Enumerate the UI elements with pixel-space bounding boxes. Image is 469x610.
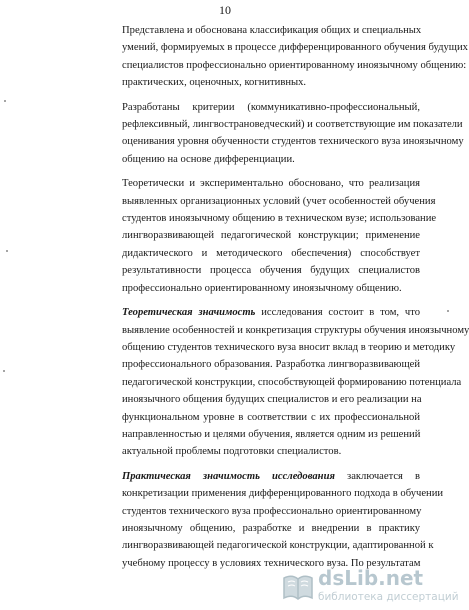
text-line: студентов технического вуза профессионально ориентированному — [122, 505, 422, 517]
text-line: Представлена и обоснована классификация общих и специальных — [122, 25, 422, 36]
text-line: иноязычного общения будущих специалистов и его реализации на — [122, 394, 422, 406]
text-line: дидактического и методического обеспечения) способствует — [122, 247, 420, 259]
page-number: 10 — [219, 3, 231, 17]
text-line: актуальной проблемы подготовки специалистов. — [122, 446, 342, 458]
text-span: исследования состоит в том, что — [261, 307, 420, 319]
text-line: педагогической конструкции, способствующей формированию потенциала — [122, 376, 462, 388]
text-line: практических, оценочных, когнитивных. — [122, 77, 307, 89]
text-line: направленностью и целями обучения, является одним из решений — [122, 428, 421, 440]
text-line: выявление особенностей и конкретизация структуры обучения иноязычному — [122, 324, 469, 336]
text-line: иноязычному общению, разработке и внедрении в практику — [122, 522, 420, 534]
text-line: общению на основе дифференциации. — [122, 153, 295, 165]
watermark-brand: dsLib.net — [318, 566, 424, 590]
text-line: оценивания уровня обученности студентов технического вуза иноязычному — [122, 136, 464, 148]
scan-speck — [3, 370, 5, 372]
text-line: специалистов профессионально ориентированному иноязычному общению: — [122, 59, 467, 71]
section-label: Практическая значимость исследования — [122, 470, 335, 482]
watermark — [280, 566, 459, 606]
text-line: функциональном уровне в соответствии с их профессиональной — [122, 411, 420, 423]
book-logo-icon — [280, 568, 316, 604]
paragraph-1 — [96, 22, 468, 92]
watermark-subtitle: библиотека диссертаций — [318, 591, 459, 603]
text-line — [96, 304, 420, 321]
paragraph-practical-significance — [96, 468, 444, 572]
text-line: лингворазвивающей педагогической конструкции; применение — [122, 230, 420, 242]
text-line: Разработаны критерии (коммуникативно-профессиональный, — [122, 101, 420, 113]
paragraph-2 — [96, 99, 464, 169]
text-line — [96, 468, 420, 485]
section-label: Теоретическая значимость — [122, 307, 256, 319]
paragraph-theoretical-significance — [96, 304, 469, 461]
text-line: лингворазвивающей педагогической конструкции, адаптированной к — [122, 540, 434, 552]
text-line: рефлексивный, лингвострановедческий) и соответствующие им показатели — [122, 119, 463, 131]
text-span: заключается в — [347, 470, 420, 482]
text-line: профессионального образования. Разработка лингворазвивающей — [122, 359, 420, 371]
text-line: общению студентов технического вуза вносит вклад в теорию и методику — [122, 341, 456, 353]
text-line: профессионально ориентированному иноязычному общению. — [122, 282, 402, 294]
document-body — [96, 22, 469, 579]
scan-speck — [6, 250, 8, 252]
text-line: умений, формируемых в процессе дифференцированного обучения будущих — [122, 42, 468, 54]
text-line: выявленных организационных условий (учет особенностей обучения — [122, 195, 436, 207]
text-line: Теоретически и экспериментально обосновано, что реализация — [122, 178, 420, 190]
text-line: учебному процессу в условиях технического вуза. По результатам — [122, 557, 421, 569]
paragraph-3 — [96, 175, 437, 297]
text-line: результативности процесса обучения будущих специалистов — [122, 265, 420, 277]
scan-speck — [4, 100, 6, 102]
text-line: конкретизации применения дифференцированного подхода в обучении — [122, 488, 444, 500]
text-line: студентов иноязычному общению в техническом вузе; использование — [122, 213, 437, 225]
scan-speck — [447, 310, 449, 312]
